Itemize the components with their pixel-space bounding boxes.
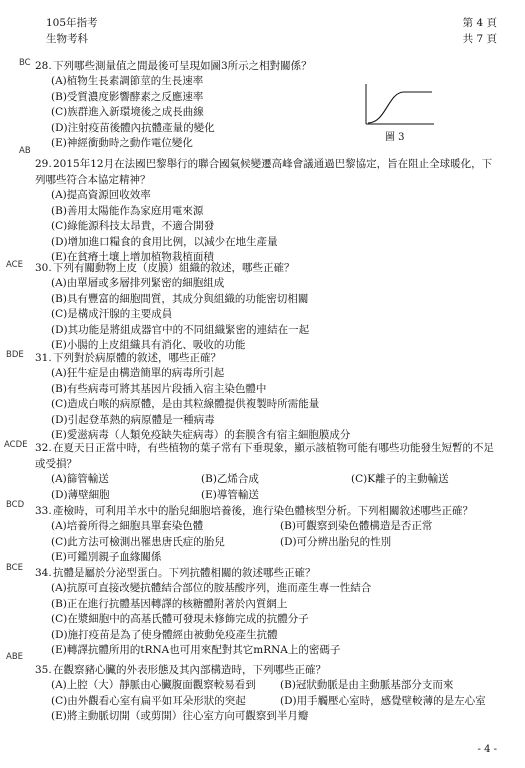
option-e: (E)神經衝動時之動作電位變化 [51, 137, 193, 149]
option-d: (D)可分辨出胎兒的性別 [280, 535, 392, 548]
option-b: (B)受質濃度影響酵素之反應速率 [51, 90, 204, 103]
option-a: (A)狂牛症是由構造簡單的病毒所引起 [51, 367, 225, 379]
option-e: (E)轉譯抗體所用的tRNA也可用來配對其它mRNA上的密碼子 [51, 644, 341, 656]
option-c: (C)在漿細胞中的高基氏體可發現未修飾完成的抗體分子 [51, 613, 309, 625]
total-pages-label: 共 7 頁 [462, 33, 497, 45]
question-number: 34. [35, 567, 52, 579]
question-number: 28. [35, 60, 52, 72]
question-stem: 產檢時，可利用羊水中的胎兒細胞培養後，進行染色體核型分析。下列相關敘述哪些正確？ [53, 505, 473, 517]
handwritten-answer: ACDE [4, 440, 28, 450]
question-stem: 下列對於病原體的敘述，哪些正確？ [53, 352, 221, 364]
option-a: (A)篩管輸送 [51, 473, 109, 485]
handwritten-answer: BCE [6, 563, 23, 573]
handwritten-answer: ACE [6, 260, 23, 270]
option-d: (D)增加進口糧食的食用比例，以減少在地生產量 [51, 235, 278, 248]
option-e: (E)導管輸送 [201, 488, 259, 501]
option-c: (C)族群進入新環境後之成長曲線 [51, 106, 204, 118]
option-d: (D)引起登革熱的病原體是一種病毒 [51, 413, 215, 426]
option-a: (A)培養所得之細胞具單套染色體 [51, 520, 204, 532]
option-e: (E)將主動脈切開（或剪開）往心室方向可觀察到半月瓣 [51, 710, 309, 722]
option-d: (D)用手觸壓心室時，感覺壁較薄的是左心室 [280, 694, 486, 707]
handwritten-answer: BCD [6, 500, 25, 510]
question-stem: 在觀察豬心臟的外表形態及其內部構造時，下列哪些正確？ [53, 664, 326, 676]
question-number: 31. [35, 352, 52, 364]
option-b: (B)正在進行抗體基因轉譯的核糖體附著於內質網上 [51, 597, 288, 610]
option-b: (B)有些病毒可將其基因片段插入宿主染色體中 [51, 382, 267, 395]
question-number: 30. [35, 262, 52, 274]
option-d: (D)其功能是將組成器官中的不同組織緊密的連結在一起 [51, 323, 310, 336]
option-a: (A)提高資源回收效率 [51, 189, 151, 201]
option-c: (C)是構成汗腺的主要成員 [51, 308, 173, 320]
page-label: 第 4 頁 [462, 17, 497, 29]
question-number: 29. [35, 158, 52, 170]
option-a: (A)抗原可直接改變抗體結合部位的胺基酸序列，進而產生專一性結合 [51, 582, 372, 594]
option-e: (E)愛滋病毒（人類免疫缺失症病毒）的套膜含有宿主細胞膜成分 [51, 429, 351, 441]
handwritten-answer: ABE [6, 652, 24, 662]
question-stem: 在夏天日正當中時，有些植物的葉子常有下垂現象，顯示該植物可能有哪些功能發生短暫的不足或受損？ [35, 442, 494, 470]
option-b: (B)善用太陽能作為家庭用電來源 [51, 204, 204, 217]
option-e: (E)在貧瘠土壤上增加植物栽植面積 [51, 251, 214, 263]
option-c: (C)造成白喉的病原體，是由其粒線體提供複製時所需能量 [51, 398, 320, 410]
handwritten-answer: BDE [6, 350, 24, 360]
option-a: (A)由單層或多層排列緊密的細胞組成 [51, 277, 225, 289]
option-d: (D)注射疫苗後體內抗體產量的變化 [51, 121, 215, 134]
option-c: (C)綠能源科技太昂貴，不適合開發 [51, 220, 215, 232]
option-c: (C)由外觀看心室有扁平如耳朵形狀的突起 [51, 694, 246, 707]
figure-caption: 圖 3 [385, 132, 405, 143]
option-c: (C)此方法可檢測出罹患唐氏症的胎兒 [51, 535, 225, 548]
exam-title: 105年指考 [46, 17, 98, 29]
subject-title: 生物考科 [46, 33, 88, 45]
question-number: 32. [35, 442, 52, 454]
option-b: (B)冠狀動脈是由主動脈基部分支而來 [280, 679, 454, 691]
handwritten-answer: BC [19, 58, 31, 68]
handwritten-answer: AB [19, 146, 31, 156]
question-stem: 下列哪些測量值之間最後可呈現如圖3所示之相對關係？ [53, 60, 312, 72]
option-b: (B)可觀察到染色體構造是否正常 [280, 520, 433, 532]
question-number: 33. [35, 505, 52, 517]
option-c: (C)K離子的主動輸送 [351, 473, 449, 485]
option-b: (B)具有豐富的細胞間質，其成分與組織的功能密切相關 [51, 292, 309, 305]
option-d: (D)薄壁細胞 [51, 488, 110, 501]
page-number: - 4 - [477, 744, 497, 755]
option-b: (B)乙烯合成 [201, 473, 259, 485]
question-stem: 抗體是屬於分泌型蛋白。下列抗體相關的敘述哪些正確？ [53, 567, 316, 579]
option-d: (D)施打疫苗是為了使身體經由被動免疫產生抗體 [51, 628, 278, 641]
option-a: (A)上腔（大）靜脈由心臟腹面觀察較易看到 [51, 679, 256, 691]
question-number: 35. [35, 664, 52, 676]
question-stem: 下列有關動物上皮（皮膜）組織的敘述，哪些正確？ [53, 262, 295, 274]
question-stem: 2015年12月在法國巴黎舉行的聯合國氣候變遷高峰會議通過巴黎協定，旨在阻止全球暖化，下列哪些符合本協定精神？ [35, 158, 493, 186]
option-e: (E)小腸的上皮組織具有消化、吸收的功能 [51, 339, 246, 351]
option-e: (E)可鑑別親子血緣關係 [51, 551, 162, 563]
option-a: (A)植物生長素調節莖的生長速率 [51, 75, 204, 87]
